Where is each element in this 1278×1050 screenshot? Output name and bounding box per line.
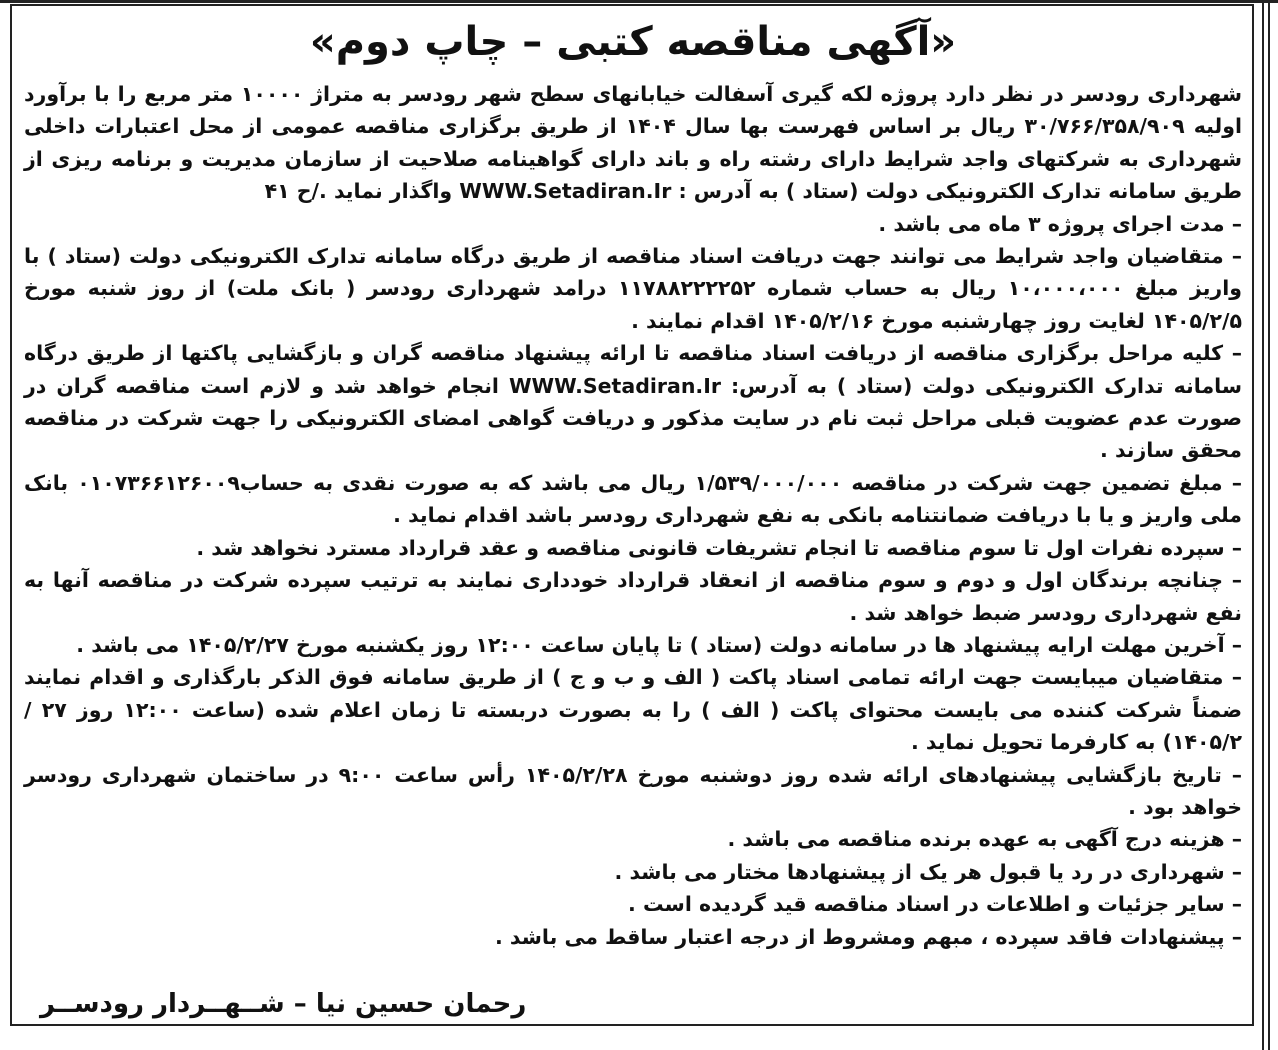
- tender-advertisement: [24, 6, 1242, 953]
- ad-clause-rights: – شهرداری در رد یا قبول هر یک از پیشنهادها مختار می باشد .: [614, 859, 1242, 884]
- ad-clause-stages: – کلیه مراحل برگزاری مناقصه از دریافت اسناد مناقصه تا ارائه پیشنهاد مناقصه گران و بازگشایی پاکتها از طریق درگاه سامانه تدارک الکترونیکی دولت (ستاد ) به آدرس: WWW.Setadiran.Ir انجام خواهد شد و لازم است مناقصه گران در صورت عدم عضویت قبلی مراحل ثبت نام در سایت مذکور و دریافت گواهی امضای الکترونیکی را جهت شرکت در مناقصه محقق سازند .: [24, 341, 1242, 463]
- ad-clause-guarantee: – مبلغ تضمین جهت شرکت در مناقصه ۱/۵۳۹/۰۰۰/۰۰۰ ریال می باشد که به صورت نقدی به حساب۰۱۰۷۳۶۶۱۲۶۰۰۹ بانک ملی واریز و یا با دریافت ضمانتنامه بانکی به نفع شهرداری رودسر باشد اقدام نماید .: [24, 470, 1242, 528]
- ad-clause-deadline: – آخرین مهلت ارایه پیشنهاد ها در سامانه دولت (ستاد ) تا پایان ساعت ۱۲:۰۰ روز یکشنبه مورخ ۱۴۰۵/۲/۲۷ می باشد .: [76, 632, 1242, 657]
- ad-clause-opening: – تاریخ بازگشایی پیشنهادهای ارائه شده روز دوشنبه مورخ ۱۴۰۵/۲/۲۸ رأس ساعت ۹:۰۰ در ساختمان شهرداری رودسر خواهد بود .: [24, 762, 1243, 819]
- ad-clause-details: – سایر جزئیات و اطلاعات در اسناد مناقصه قید گردیده است .: [628, 892, 1242, 917]
- ad-clause-invalid-bids: – پیشنهادات فاقد سپرده ، مبهم ومشروط از درجه اعتبار ساقط می باشد .: [495, 924, 1242, 949]
- ad-clause-documents: – متقاضیان واجد شرایط می توانند جهت دریافت اسناد مناقصه از طریق درگاه سامانه تدارک الکترونیکی دولت (ستاد ) با واریز مبلغ ۱۰،۰۰۰،۰۰۰ ریال به حساب شماره ۱۱۷۸۸۲۲۲۲۵۲ درامد شهرداری رودسر ( بانک ملت) از روز شنبه مورخ ۱۴۰۵/۲/۵ لغایت روز چهارشنبه مورخ ۱۴۰۵/۲/۱۶ اقدام نمایند .: [24, 244, 1242, 333]
- top-border-line: [0, 0, 1278, 3]
- right-column-rule: [1262, 0, 1270, 1050]
- ad-clause-cost: – هزینه درج آگهی به عهده برنده مناقصه می باشد .: [727, 827, 1242, 852]
- ad-clause-duration: – مدت اجرای پروژه ۳ ماه می باشد .: [878, 211, 1242, 236]
- ad-signature: رحمان حسین نیا – شــهــردار رودســر: [40, 989, 527, 1019]
- ad-intro-paragraph: شهرداری رودسر در نظر دارد پروژه لکه گیری آسفالت خیابانهای سطح شهر رودسر به متراژ ۱۰۰۰۰ متر مربع را با برآورد اولیه ۳۰/۷۶۶/۳۵۸/۹۰۹ ریال بر اساس فهرست بها سال ۱۴۰۴ از طریق برگزاری مناقصه عمومی از محل اعتبارات داخلی شهرداری به شرکتهای واجد شرایط دارای رشته راه و باند دارای گواهینامه صلاحیت از سازمان مدیریت و برنامه ریزی از طریق سامانه تدارک الکترونیکی دولت (ستاد ) به آدرس : WWW.Setadiran.Ir واگذار نماید ./ح ۴۱: [24, 82, 1242, 204]
- ad-title: «آگهی مناقصه کتبی – چاپ دوم»: [309, 19, 957, 65]
- ad-clause-deposit-return: – سپرده نفرات اول تا سوم مناقصه تا انجام تشریفات قانونی مناقصه و عقد قرارداد مسترد نخواهد شد .: [196, 535, 1242, 560]
- ad-clause-envelopes: – متقاضیان میبایست جهت ارائه تمامی اسناد پاکت ( الف و ب و ج ) از طریق سامانه فوق الذکر بارگذاری و اقدام نمایند ضمناً شرکت کننده می بایست محتوای پاکت ( الف ) را به بصورت دربسته تا زمان اعلام شده (ساعت ۱۲:۰۰ روز ۲۷ /۱۴۰۵/۲) به کارفرما تحویل نماید .: [24, 665, 1243, 755]
- ad-clause-forfeit: – چنانچه برندگان اول و دوم و سوم مناقصه از انعقاد قرارداد خودداری نمایند به ترتیب سپرده شرکت در مناقصه آنها به نفع شهرداری رودسر ضبط خواهد شد .: [24, 568, 1242, 625]
